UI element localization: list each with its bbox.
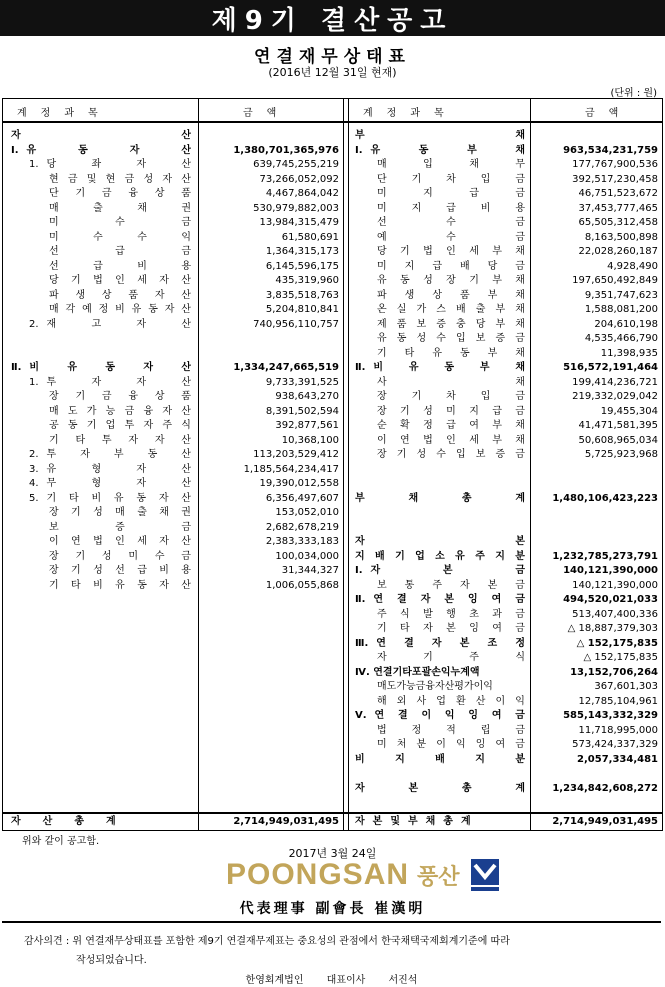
- table-row: [3, 202, 662, 216]
- total-equity-liabilities-label: 자본및부채총계: [355, 816, 479, 827]
- account-name: 미 수 수 익: [49, 231, 191, 243]
- table-row: [3, 477, 662, 491]
- account-name: 장 기 성 미 수 금: [49, 550, 191, 562]
- account-name: 장 기 금 융 상 품: [49, 391, 191, 402]
- account-amount: 219,332,029,042: [572, 391, 658, 402]
- table-row: [3, 564, 662, 578]
- table-row: [3, 767, 662, 781]
- account-name: 비 지 배 지 분: [355, 753, 525, 765]
- account-name: 사 채: [377, 376, 525, 388]
- table-row: [3, 129, 662, 143]
- table-row: [3, 448, 662, 462]
- right-amount-header: 금액: [585, 108, 633, 119]
- table-row: [3, 405, 662, 419]
- account-name: 미 지 급 비 용: [377, 202, 525, 214]
- account-name: 현 금 및 현 금 성 자 산: [49, 173, 191, 185]
- account-amount: 2,057,334,481: [577, 753, 658, 765]
- account-name: 매도가능금융자산평가이익: [377, 681, 493, 692]
- account-name: 보 증 금: [49, 521, 191, 533]
- account-name: 매 도 가 능 금 융 자 산: [49, 405, 191, 417]
- account-amount: 9,733,391,525: [265, 376, 339, 388]
- table-row: [3, 231, 662, 245]
- account-name: Ⅱ. 비 유 동 부 채: [355, 362, 525, 373]
- account-amount: 494,520,021,033: [563, 594, 658, 605]
- account-name: Ⅴ. 연 결 이 익 잉 여 금: [355, 710, 525, 721]
- account-name: 장 기 성 미 지 급 금: [377, 405, 525, 417]
- account-amount: 11,398,935: [600, 347, 658, 359]
- account-amount: 2,682,678,219: [265, 521, 339, 533]
- account-name: 1. 당 좌 자 산: [29, 159, 191, 170]
- account-amount: 1,334,247,665,519: [233, 362, 339, 373]
- account-amount: 3,835,518,763: [265, 289, 339, 301]
- account-name: 기 타 투 자 자 산: [49, 434, 191, 446]
- left-item-header: 계정과목: [17, 108, 112, 119]
- account-amount: 31,344,327: [281, 565, 339, 576]
- account-amount: 4,928,490: [607, 260, 658, 272]
- account-amount: 204,610,198: [594, 318, 658, 330]
- account-amount: 153,052,010: [275, 507, 339, 518]
- account-name: Ⅰ. 유 동 자 산: [11, 144, 191, 156]
- account-amount: 367,601,303: [594, 681, 658, 692]
- account-name: 매 각 예 정 비 유 동 자 산: [49, 304, 191, 315]
- right-item-header: 계정과목: [363, 108, 458, 119]
- account-amount: 639,745,255,219: [253, 159, 339, 170]
- table-row: [3, 187, 662, 201]
- table-row: [3, 289, 662, 303]
- account-amount: 1,006,055,868: [265, 579, 339, 591]
- account-name: 자 산: [11, 130, 191, 141]
- account-name: 미 처 분 이 익 잉 여 금: [377, 739, 525, 750]
- account-amount: 530,979,882,003: [253, 202, 339, 214]
- table-row: [3, 318, 662, 332]
- account-name: 선 급 비 용: [49, 260, 191, 272]
- account-amount: 1,185,564,234,417: [243, 463, 339, 475]
- account-amount: 1,588,081,200: [584, 304, 658, 315]
- account-name: 미 지 급 금: [377, 188, 525, 199]
- ceo-signature: 代表理事 副會長 崔漢明: [239, 901, 426, 917]
- account-amount: 585,143,332,329: [563, 710, 658, 721]
- table-row: [3, 245, 662, 259]
- account-name: 유 동 성 장 기 부 채: [377, 275, 525, 286]
- account-name: 1. 투 자 자 산: [29, 376, 191, 388]
- account-name: 단 기 차 입 금: [377, 173, 525, 185]
- account-name: 당 기 법 인 세 자 산: [49, 275, 191, 286]
- account-amount: 46,751,523,672: [578, 188, 658, 199]
- table-row: [3, 376, 662, 390]
- table-row: [3, 463, 662, 477]
- account-amount: 19,390,012,558: [259, 478, 339, 489]
- account-name: 부 채: [355, 130, 525, 141]
- account-amount: 1,234,842,608,272: [552, 782, 658, 794]
- table-row: [3, 738, 662, 752]
- account-amount: △ 18,887,379,303: [567, 623, 658, 634]
- account-name: 해 외 사 업 환 산 이 익: [377, 695, 525, 707]
- account-name: 공 동 기 업 투 자 주 식: [49, 420, 191, 431]
- account-amount: 19,455,304: [600, 405, 658, 417]
- account-amount: 11,718,995,000: [578, 724, 658, 736]
- audit-opinion: [2, 921, 661, 987]
- audit-opinion-text: 감사의견 : 위 연결재무상태표를 포함한 제9기 연결재무제표는 중요성의 관점에서 한국채택국제회계기준에 따라: [24, 936, 510, 947]
- account-name: 이 연 법 인 세 부 채: [377, 434, 525, 446]
- table-row: [3, 260, 662, 274]
- account-name: Ⅰ. 유 동 부 채: [355, 144, 525, 156]
- account-name: 선 수 금: [377, 217, 525, 228]
- table-row: [3, 782, 662, 796]
- table-row: [3, 622, 662, 636]
- account-amount: 8,391,502,594: [265, 405, 339, 417]
- poongsan-logo: [226, 858, 460, 892]
- account-name: 온 실 가 스 배 출 부 채: [377, 304, 525, 315]
- account-amount: 113,203,529,412: [253, 449, 339, 460]
- account-name: 주 식 발 행 초 과 금: [377, 608, 525, 620]
- account-amount: 5,204,810,841: [265, 304, 339, 315]
- account-name: 자 본: [355, 536, 525, 547]
- table-row: [3, 724, 662, 738]
- account-name: 2. 재 고 자 산: [29, 318, 191, 330]
- account-name: 기 타 자 본 잉 여 금: [377, 623, 525, 634]
- table-row: [3, 506, 662, 520]
- account-amount: 516,572,191,464: [563, 362, 658, 373]
- table-row: [3, 303, 662, 317]
- account-amount: 41,471,581,395: [578, 420, 658, 431]
- table-row: [3, 579, 662, 593]
- table-row: [3, 158, 662, 172]
- account-amount: 392,517,230,458: [572, 173, 658, 185]
- account-amount: 177,767,900,536: [572, 159, 658, 170]
- table-header: [3, 99, 662, 123]
- balance-sheet-table: [2, 98, 663, 831]
- account-name: 2. 투 자 부 동 산: [29, 449, 191, 460]
- account-amount: 6,356,497,607: [265, 492, 339, 504]
- account-amount: 50,608,965,034: [578, 434, 658, 446]
- account-name: 4. 무 형 자 산: [29, 478, 191, 489]
- account-name: 장 기 성 수 입 보 증 금: [377, 449, 525, 460]
- table-row: [3, 608, 662, 622]
- table-row: [3, 144, 662, 158]
- account-name: 장 기 차 입 금: [377, 391, 525, 402]
- table-row: [3, 419, 662, 433]
- account-name: 제 품 보 증 충 당 부 채: [377, 318, 525, 330]
- account-amount: 9,351,747,623: [584, 289, 658, 301]
- totals-row: [3, 812, 662, 830]
- account-amount: 435,319,960: [275, 275, 339, 286]
- account-amount: 4,535,466,790: [584, 333, 658, 344]
- account-amount: 10,368,100: [281, 434, 339, 446]
- statement-title: 연결재무상태표: [254, 47, 411, 67]
- table-row: [3, 535, 662, 549]
- account-name: Ⅲ. 연 결 자 본 조 정: [355, 637, 525, 649]
- table-row: [3, 347, 662, 361]
- account-name: 매 입 채 무: [377, 159, 525, 170]
- table-row: [3, 550, 662, 564]
- account-amount: 963,534,231,759: [563, 144, 658, 156]
- account-amount: 22,028,260,187: [578, 246, 658, 257]
- account-amount: △ 152,175,835: [583, 652, 658, 663]
- auditor-name: 한영회계법인 대표이사 서진석: [245, 975, 418, 986]
- account-name: 파 생 상 품 부 채: [377, 289, 525, 301]
- account-amount: 140,121,390,000: [563, 565, 658, 576]
- account-amount: 938,643,270: [275, 391, 339, 402]
- notice-note: 위와 같이 공고함.: [22, 836, 100, 847]
- account-amount: 13,152,706,264: [570, 666, 658, 678]
- account-name: 5. 기 타 비 유 동 자 산: [29, 492, 191, 504]
- statement-date: (2016년 12월 31일 현재): [268, 66, 397, 79]
- account-name: 파 생 상 품 자 산: [49, 289, 191, 301]
- table-row: [3, 666, 662, 680]
- account-amount: △ 152,175,835: [576, 637, 658, 649]
- account-amount: 1,364,315,173: [265, 246, 339, 257]
- total-equity-liabilities-amount: 2,714,949,031,495: [552, 816, 658, 827]
- account-amount: 8,163,500,898: [584, 231, 658, 243]
- account-name: Ⅱ. 연 결 자 본 잉 여 금: [355, 594, 525, 605]
- account-name: 유 동 성 수 입 보 증 금: [377, 333, 525, 344]
- table-row: [3, 709, 662, 723]
- account-amount: 1,380,701,365,976: [233, 144, 339, 156]
- account-amount: 197,650,492,849: [572, 275, 658, 286]
- audit-opinion-text-cont: 작성되었습니다.: [76, 955, 147, 966]
- account-name: 장 기 성 매 출 채 권: [49, 507, 191, 518]
- account-name: 미 수 금: [49, 217, 191, 228]
- table-row: [3, 361, 662, 375]
- table-row: [3, 695, 662, 709]
- account-amount: 1,232,785,273,791: [552, 550, 658, 562]
- account-amount: 1,480,106,423,223: [552, 492, 658, 504]
- table-row: [3, 274, 662, 288]
- account-amount: 73,266,052,092: [259, 173, 339, 185]
- account-name: 보 통 주 자 본 금: [377, 579, 525, 591]
- table-row: [3, 593, 662, 607]
- table-row: [3, 651, 662, 665]
- account-name: 매 출 채 권: [49, 202, 191, 214]
- account-name: 당 기 법 인 세 부 채: [377, 246, 525, 257]
- total-assets-label: 자산총계: [11, 816, 138, 827]
- poongsan-emblem-icon: [470, 858, 500, 892]
- account-name: Ⅰ. 자 본 금: [355, 565, 525, 576]
- table-row: [3, 680, 662, 694]
- account-amount: 61,580,691: [281, 231, 339, 243]
- table-row: [3, 173, 662, 187]
- account-amount: 5,725,923,968: [584, 449, 658, 460]
- logo-english: POONGSAN: [226, 858, 410, 891]
- account-amount: 6,145,596,175: [265, 260, 339, 272]
- account-amount: 573,424,337,329: [572, 739, 658, 750]
- account-name: 지 배 기 업 소 유 주 지 분: [355, 550, 525, 562]
- table-row: [3, 521, 662, 535]
- account-name: 순 확 정 급 여 부 채: [377, 420, 525, 431]
- account-amount: 65,505,312,458: [578, 217, 658, 228]
- account-name: Ⅱ. 비 유 동 자 산: [11, 362, 191, 373]
- account-name: 예 수 금: [377, 231, 525, 243]
- account-name: 미 지 급 배 당 금: [377, 260, 525, 272]
- table-row: [3, 390, 662, 404]
- account-amount: 37,453,777,465: [578, 202, 658, 214]
- account-amount: 513,407,400,336: [572, 608, 658, 620]
- account-amount: 140,121,390,000: [572, 579, 658, 591]
- notice-title: 제9기 결산공고: [0, 0, 665, 36]
- account-amount: 4,467,864,042: [265, 188, 339, 199]
- table-row: [3, 434, 662, 448]
- total-assets-amount: 2,714,949,031,495: [233, 816, 339, 827]
- table-row: [3, 753, 662, 767]
- account-name: 기 타 비 유 동 자 산: [49, 579, 191, 591]
- notice-date: 2017년 3월 24일: [288, 847, 377, 860]
- account-amount: 100,034,000: [275, 550, 339, 562]
- logo-korean: 풍산: [417, 864, 460, 890]
- account-amount: 392,877,561: [275, 420, 339, 431]
- account-name: 부 채 총 계: [355, 492, 525, 504]
- account-name: 법 정 적 립 금: [377, 724, 525, 736]
- table-row: [3, 492, 662, 506]
- account-name: 3. 유 형 자 산: [29, 463, 191, 475]
- account-amount: 13,984,315,479: [259, 217, 339, 228]
- account-amount: 2,383,333,183: [265, 536, 339, 547]
- left-amount-header: 금액: [243, 108, 291, 119]
- account-name: 장 기 성 선 급 비 용: [49, 565, 191, 576]
- table-row: [3, 216, 662, 230]
- account-name: 자 기 주 식: [377, 652, 525, 663]
- account-name: 단 기 금 융 상 품: [49, 188, 191, 199]
- account-amount: 12,785,104,961: [578, 695, 658, 707]
- account-amount: 740,956,110,757: [253, 318, 339, 330]
- account-amount: 199,414,236,721: [572, 376, 658, 388]
- table-row: [3, 637, 662, 651]
- unit-label: (단위 : 원): [610, 88, 657, 99]
- account-name: 기 타 유 동 부 채: [377, 347, 525, 359]
- account-name: Ⅳ. 연결기타포괄손익누계액: [355, 666, 480, 678]
- account-name: 자 본 총 계: [355, 782, 525, 794]
- account-name: 이 연 법 인 세 자 산: [49, 536, 191, 547]
- account-name: 선 급 금: [49, 246, 191, 257]
- table-row: [3, 332, 662, 346]
